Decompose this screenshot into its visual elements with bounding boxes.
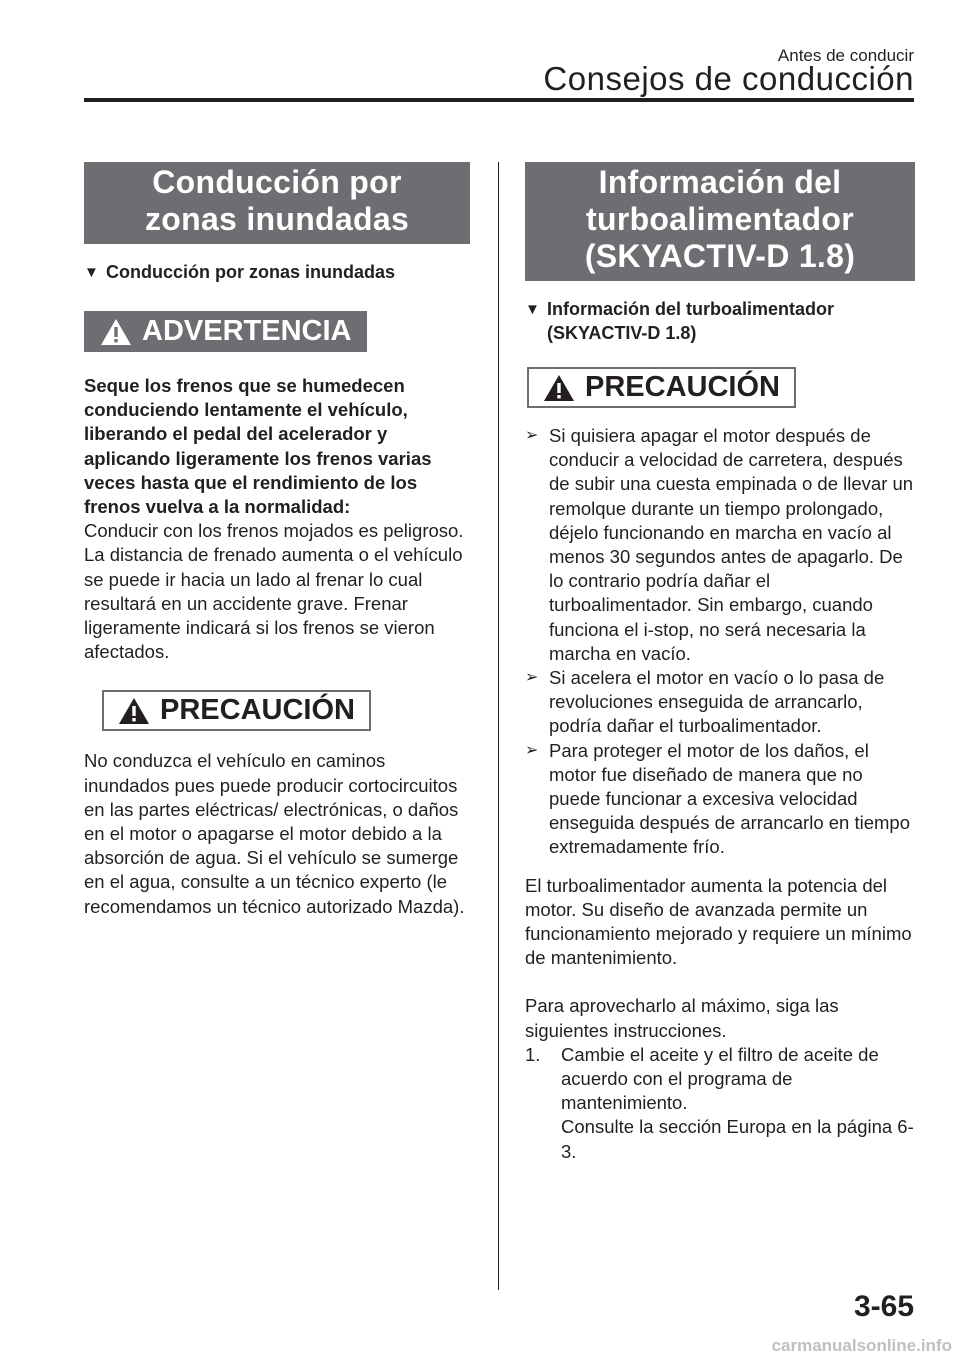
section-title-turbo	[525, 162, 915, 281]
warning-triangle-icon	[100, 318, 132, 346]
caution-badge	[527, 367, 796, 408]
warning-badge	[84, 311, 367, 352]
caution-label: PRECAUCIÓN	[160, 694, 355, 727]
section-title-line: (SKYACTIV-D 1.8)	[584, 238, 856, 274]
warning-body	[84, 374, 470, 664]
caution-body-left	[84, 749, 470, 918]
warning-bold-text: Seque los frenos que se humedecen conduciendo lentamente el vehículo, liberando el pedal del acelerador y aplicando ligeramente los frenos varias veces hasta que el rendimiento de los frenos vuelva a la normalidad:	[84, 375, 432, 518]
section-title-line: turboalimentador	[586, 201, 854, 237]
subheading-text	[547, 297, 834, 345]
subheading-line: Información del turboalimentador	[547, 299, 835, 319]
section-title-flooded: Conducción por zonas inundadas	[84, 162, 470, 244]
instruction-steps	[525, 1043, 915, 1164]
running-header-section: Antes de conducir	[777, 46, 914, 65]
caution-triangle-icon	[543, 374, 575, 402]
warning-badge-wrap	[84, 311, 470, 352]
section-title-line: Información del	[598, 164, 842, 200]
right-column	[525, 162, 915, 1164]
warning-label: ADVERTENCIA	[142, 315, 352, 347]
bullet-text: Si quisiera apagar el motor después de conducir a velocidad de carretera, después de subir una cuesta empinada o de llevar un remolque durante un tiempo prolongado, déjelo funcionando en marcha en vacío al menos 30 segundos antes de apagarlo. De lo contrario podría dañar el turboalimentador. Sin embargo, cuando funciona el i-stop, no será necesaria la marcha en vacío.	[549, 425, 914, 664]
caution-badge	[102, 690, 371, 731]
caution-text: No conduzca el vehículo en caminos inundados pues puede producir cortocircuitos en las partes eléctricas/ electrónicas, o daños en el motor o apagarse el motor debido a la absorción de agua. Si el vehículo se sumerge en el agua, consulte a un técnico experto (le recomendamos un técnico autorizado Mazda).	[84, 750, 465, 917]
step-body	[561, 1043, 915, 1164]
list-item	[525, 739, 915, 860]
left-column	[84, 162, 470, 919]
caution-badge-wrap-right	[525, 367, 915, 408]
triangle-down-icon: ▼	[84, 264, 99, 281]
arrow-bullet-icon: ➢	[525, 741, 539, 759]
arrow-bullet-icon: ➢	[525, 427, 539, 444]
list-item	[525, 424, 915, 666]
running-header-title: Consejos de conducción	[543, 60, 914, 97]
arrow-bullet-icon: ➢	[525, 669, 539, 687]
caution-badge-wrap-left	[84, 690, 470, 731]
column-divider	[498, 162, 499, 1290]
subheading-flooded	[84, 260, 470, 285]
page-number: 3-65	[853, 1290, 914, 1323]
caution-label: PRECAUCIÓN	[585, 371, 780, 403]
step-number: 1.	[525, 1043, 541, 1065]
subheading-text: Conducción por zonas inundadas	[106, 262, 396, 282]
turbo-paragraph-1: El turboalimentador aumenta la potencia del motor. Su diseño de avanzada permite un funcionamiento mejorado y requiere un mínimo de mantenimiento.	[525, 874, 912, 969]
caution-triangle-icon	[118, 697, 150, 725]
triangle-down-icon: ▼	[525, 301, 540, 318]
bullet-text: Si acelera el motor en vacío o lo pasa de revoluciones enseguida de arrancarlo, podría dañar el turboalimentador.	[549, 667, 885, 737]
step-reference: Consulte la sección Europa en la página 6-3.	[561, 1116, 914, 1162]
step-text: Cambie el aceite y el filtro de aceite de acuerdo con el programa de mantenimiento.	[561, 1043, 879, 1114]
turbo-paragraph-2: Para aprovecharlo al máximo, siga las siguientes instrucciones.	[525, 995, 839, 1041]
caution-bullet-list	[525, 424, 915, 860]
list-item	[525, 666, 915, 739]
list-item	[525, 1043, 915, 1164]
bullet-text: Para proteger el motor de los daños, el motor fue diseñado de manera que no puede funcionar a excesiva velocidad enseguida después de arrancarlo en tiempo extremadamente frío.	[549, 739, 910, 858]
watermark: carmanualsonline.info	[771, 1336, 952, 1355]
subheading-line: (SKYACTIV-D 1.8)	[547, 323, 697, 343]
warning-text: Conducir con los frenos mojados es peligroso. La distancia de frenado aumenta o el vehículo se puede ir hacia un lado al frenar lo cual resultará en un accidente grave. Frenar ligeramente indicará si los frenos se vieron afectados.	[84, 520, 464, 663]
subheading-turbo	[525, 297, 915, 345]
header-rule	[84, 98, 914, 102]
